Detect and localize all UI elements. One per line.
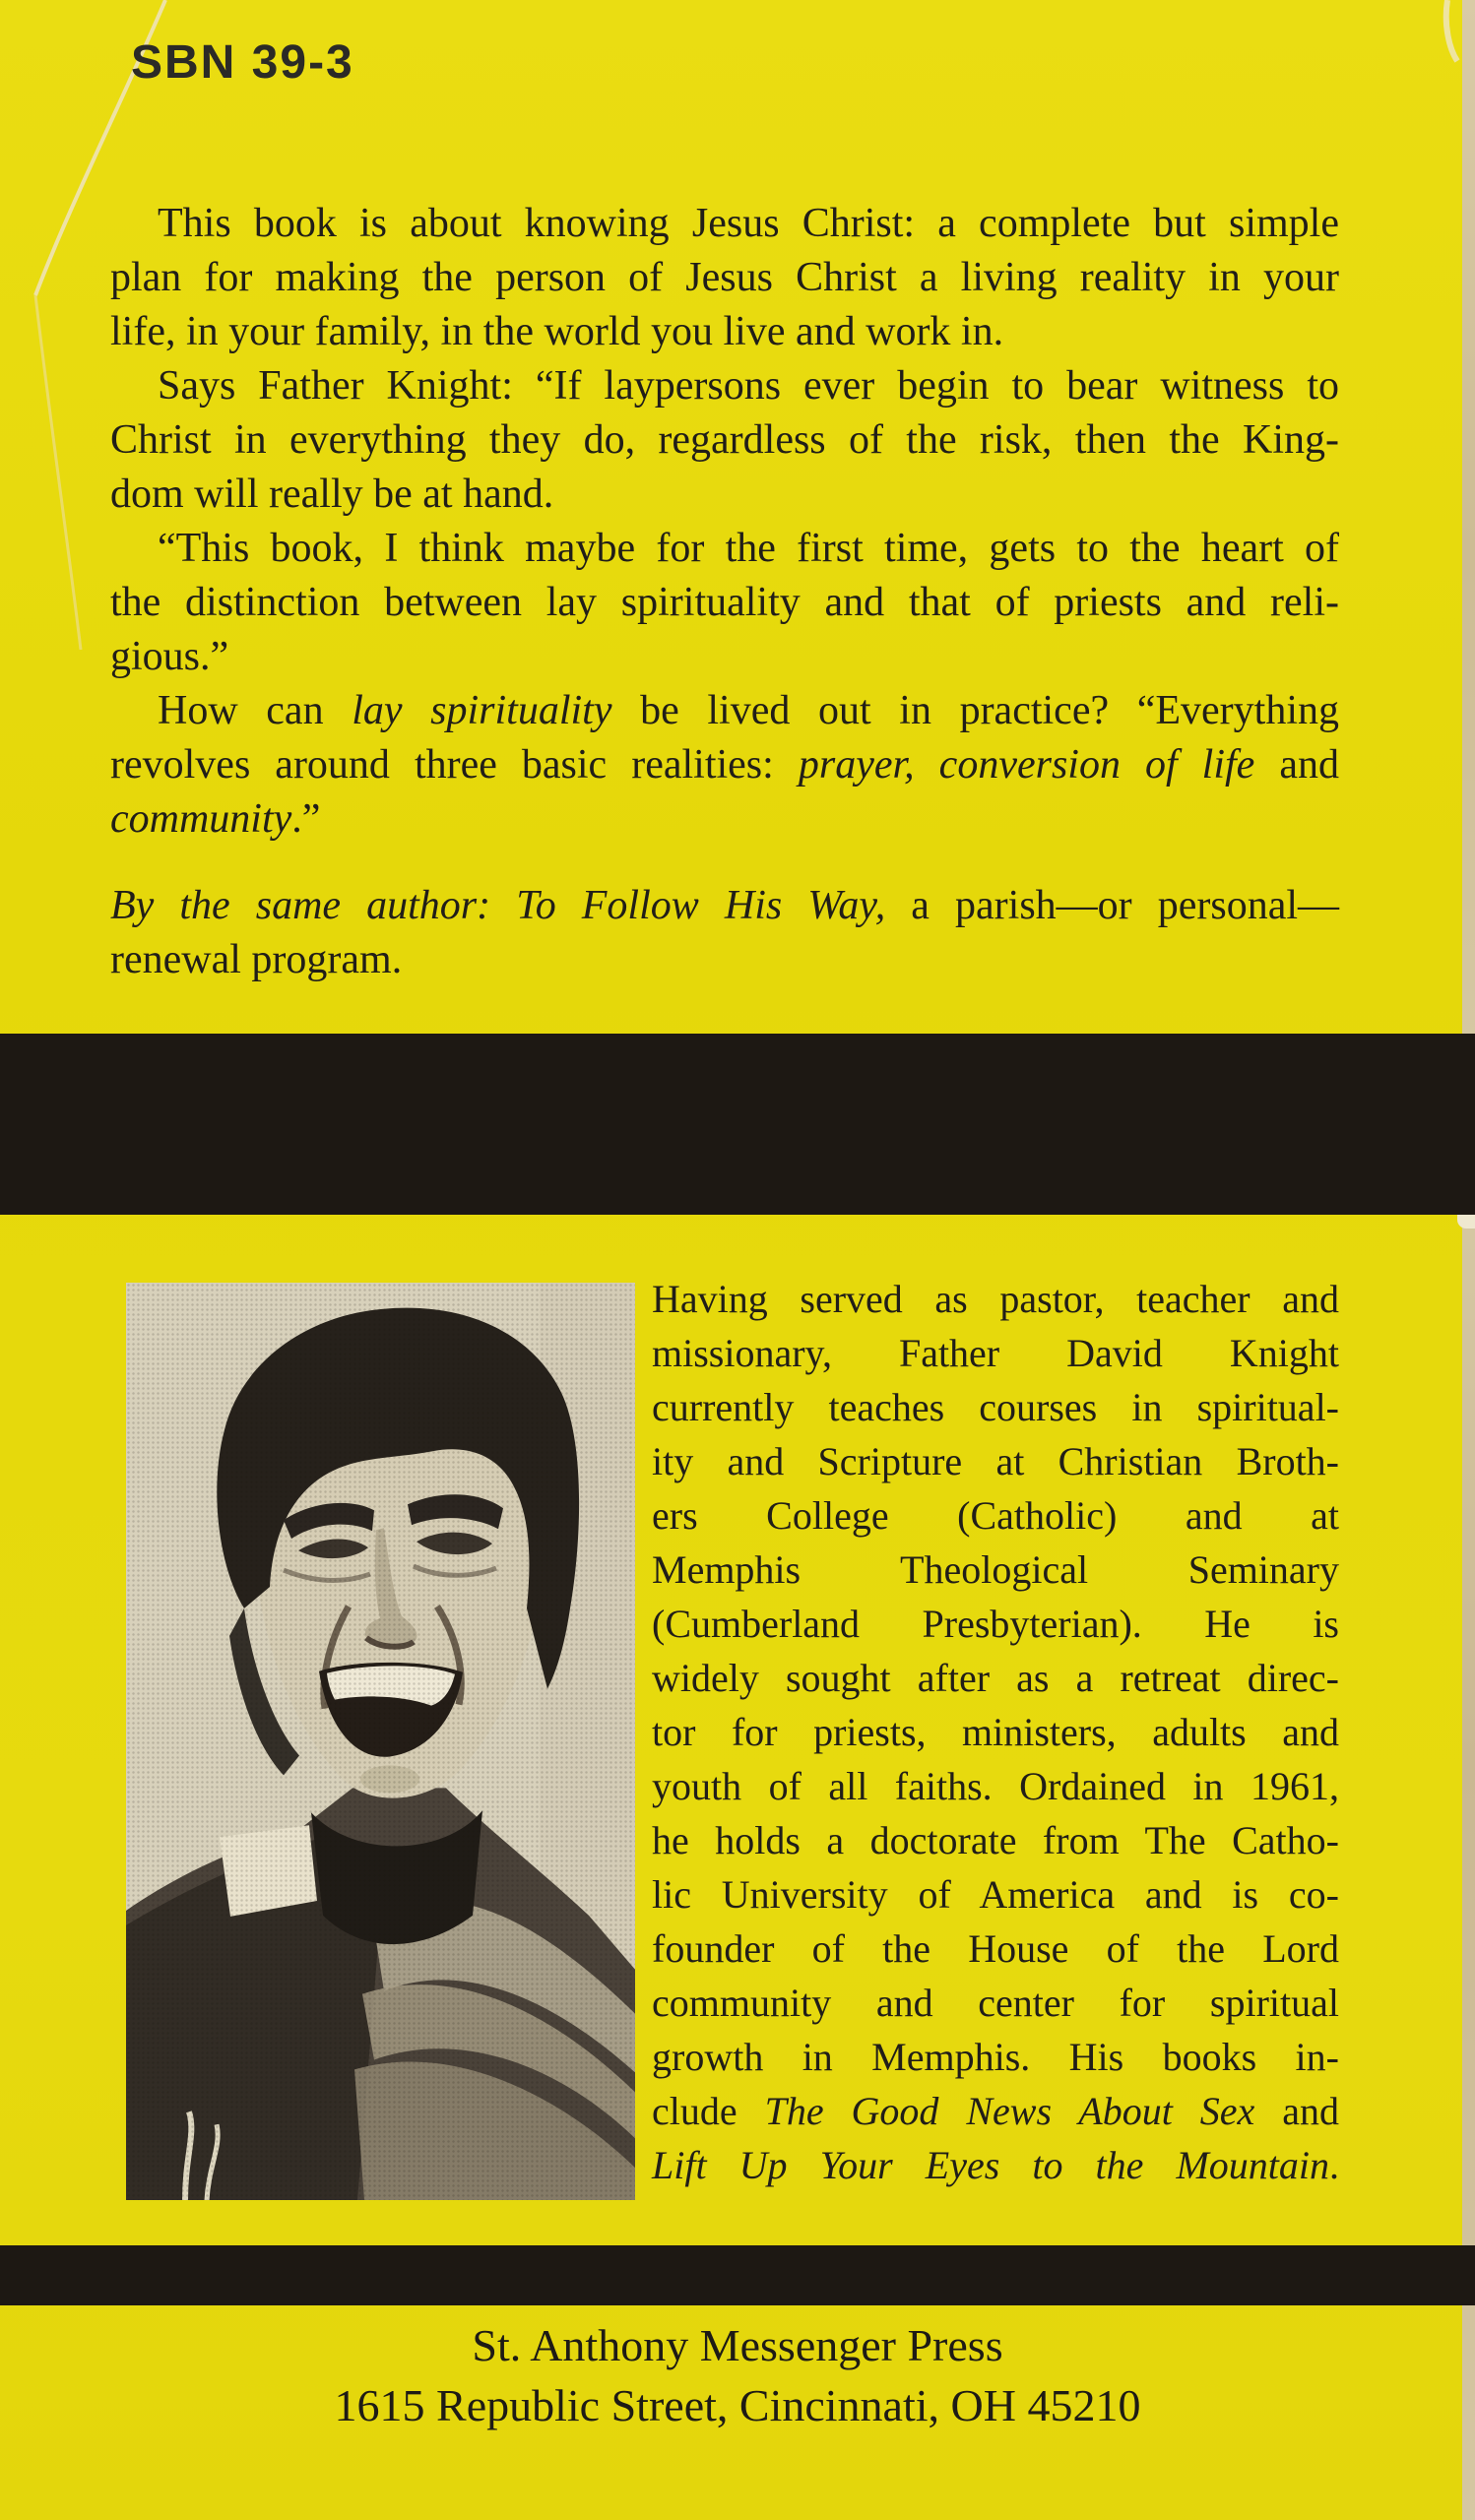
text-line: youth of all faiths. Ordained in 1961, <box>652 1764 1339 1808</box>
text-line: clude The Good News About Sex and <box>652 2089 1339 2133</box>
text-line: the distinction between lay spirituality and that of priests and reli- <box>110 580 1339 625</box>
publisher-block <box>0 2315 1475 2435</box>
paragraph <box>110 359 1339 522</box>
text-line: community and center for spiritual <box>652 1981 1339 2025</box>
text-line: ers College (Catholic) and at <box>652 1493 1339 1538</box>
text-line: By the same author: To Follow His Way, a parish—or personal— <box>110 883 1339 928</box>
text-line: growth in Memphis. His books in- <box>652 2035 1339 2079</box>
text-line: Lift Up Your Eyes to the Mountain. <box>652 2143 1339 2187</box>
author-portrait-illustration <box>126 1283 635 2200</box>
text-line: tor for priests, ministers, adults and <box>652 1710 1339 1754</box>
publisher-address: 1615 Republic Street, Cincinnati, OH 45210 <box>334 2380 1141 2430</box>
text-line: Christ in everything they do, regardless of the risk, then the King- <box>110 417 1339 463</box>
text-line: gious.” <box>110 634 229 679</box>
author-photo <box>126 1283 635 2200</box>
text-line: “This book, I think maybe for the first time, gets to the heart of <box>158 526 1339 571</box>
sbn-code: SBN 39-3 <box>131 36 354 89</box>
paragraph <box>110 879 1339 987</box>
text-line: (Cumberland Presbyterian). He is <box>652 1602 1339 1646</box>
text-line: community.” <box>110 796 321 842</box>
paragraph <box>110 522 1339 684</box>
text-line: currently teaches courses in spiritual- <box>652 1385 1339 1429</box>
paragraph <box>652 1272 1339 2192</box>
back-cover-blurb <box>110 197 1339 987</box>
text-line: Says Father Knight: “If laypersons ever begin to bear witness to <box>158 363 1339 409</box>
text-line: dom will really be at hand. <box>110 472 554 517</box>
text-line: he holds a doctorate from The Catho- <box>652 1818 1339 1862</box>
divider-band-top <box>0 1034 1475 1215</box>
text-line: life, in your family, in the world you live and work in. <box>110 309 1004 354</box>
text-line: widely sought after as a retreat direc- <box>652 1656 1339 1700</box>
text-line: Having served as pastor, teacher and <box>652 1277 1339 1321</box>
text-line: Memphis Theological Seminary <box>652 1547 1339 1592</box>
text-line: missionary, Father David Knight <box>652 1331 1339 1375</box>
author-bio <box>652 1272 1339 2192</box>
paragraph <box>110 197 1339 359</box>
text-line: lic University of America and is co- <box>652 1872 1339 1917</box>
text-line: ity and Scripture at Christian Broth- <box>652 1439 1339 1483</box>
divider-band-bottom <box>0 2245 1475 2305</box>
text-line: revolves around three basic realities: prayer, conversion of life and <box>110 742 1339 788</box>
worn-right-edge <box>1462 0 1475 2520</box>
text-line: renewal program. <box>110 937 403 982</box>
text-line: How can lay spirituality be lived out in practice? “Everything <box>158 688 1339 733</box>
paragraph <box>110 684 1339 847</box>
text-line: plan for making the person of Jesus Christ a living reality in your <box>110 255 1339 300</box>
publisher-name: St. Anthony Messenger Press <box>472 2320 1003 2370</box>
text-line: This book is about knowing Jesus Christ: a complete but simple <box>158 201 1339 246</box>
text-line: founder of the House of the Lord <box>652 1926 1339 1971</box>
